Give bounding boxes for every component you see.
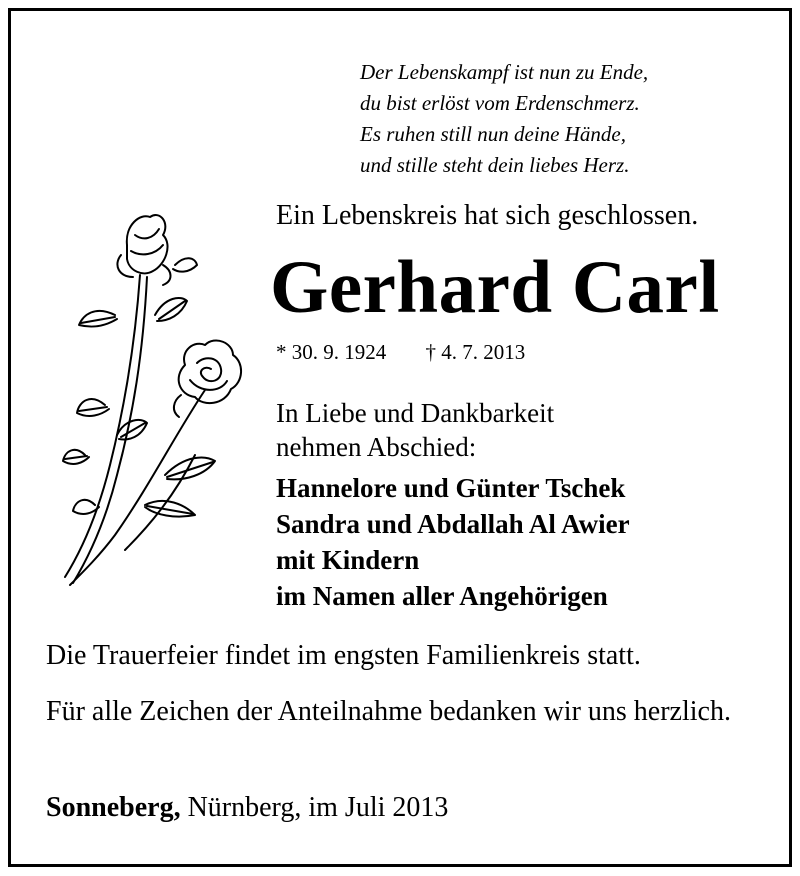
mourner-line: Hannelore und Günter Tschek (276, 473, 626, 503)
poem-line: Es ruhen still nun deine Hände, (360, 122, 626, 146)
poem-line: und stille steht dein liebes Herz. (360, 153, 630, 177)
poem-line: du bist erlöst vom Erdenschmerz. (360, 91, 640, 115)
intro-line: Ein Lebenskreis hat sich geschlossen. (276, 200, 699, 231)
place-primary: Sonneberg, (46, 792, 181, 823)
farewell-line: In Liebe und Dankbarkeit (276, 398, 555, 428)
mourner-line: im Namen aller Angehörigen (276, 581, 608, 611)
thanks-note: Für alle Zeichen der Anteilnahme bedanken wir uns herzlich. (46, 696, 731, 727)
farewell-text (276, 396, 554, 464)
mourner-line: mit Kindern (276, 545, 420, 575)
place-secondary: Nürnberg, im Juli 2013 (180, 792, 449, 823)
birth-date: * 30. 9. 1924 (276, 340, 387, 364)
rose-illustration (55, 205, 255, 590)
mourner-line: Sandra und Abdallah Al Awier (276, 509, 630, 539)
life-dates (276, 340, 525, 365)
deceased-name: Gerhard Carl (270, 246, 720, 329)
death-date: † 4. 7. 2013 (425, 340, 526, 364)
farewell-line: nehmen Abschied: (276, 432, 477, 462)
place-date-line (46, 792, 448, 824)
poem (360, 57, 750, 181)
poem-line: Der Lebenskampf ist nun zu Ende, (360, 60, 649, 84)
mourners-list (276, 470, 630, 614)
ceremony-note: Die Trauerfeier findet im engsten Familienkreis statt. (46, 640, 641, 671)
